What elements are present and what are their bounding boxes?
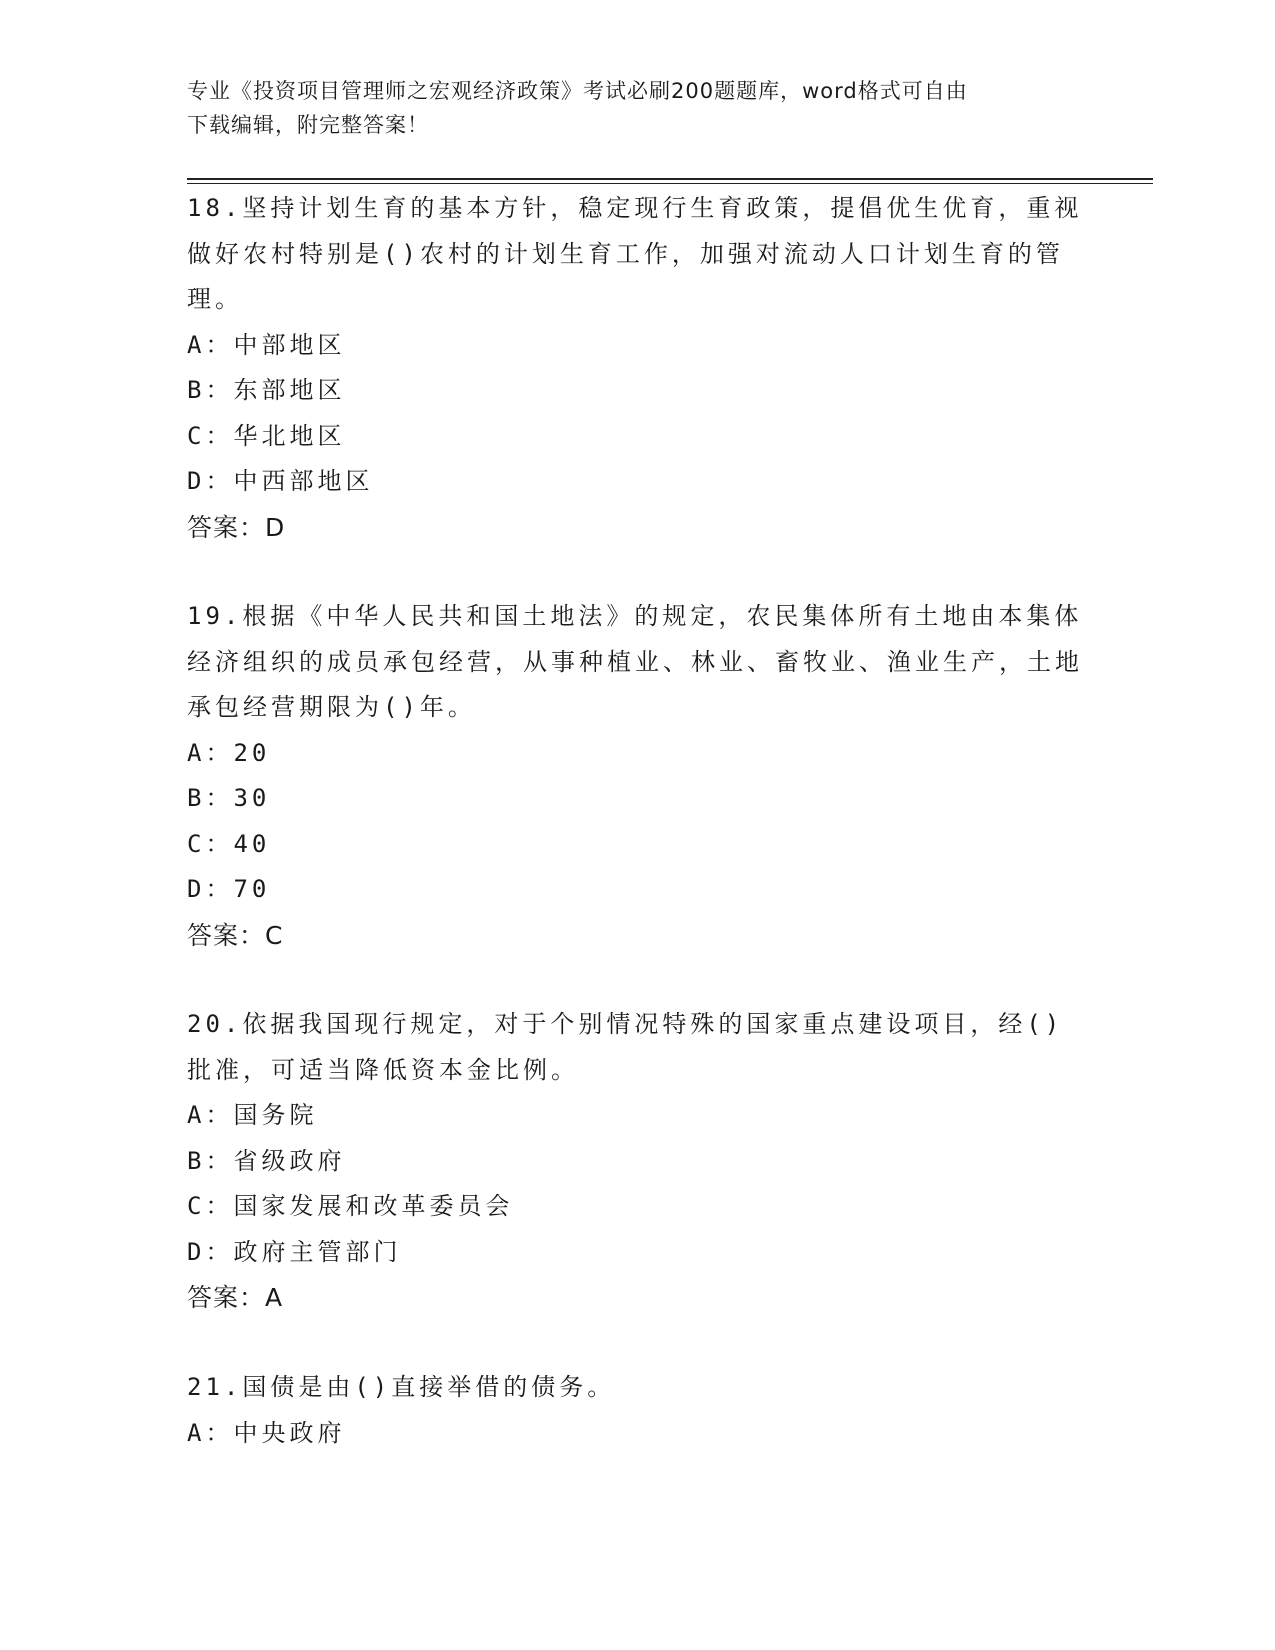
question-20 <box>187 1002 1087 1321</box>
document-header <box>187 74 1087 142</box>
option-b: B：东部地区 <box>187 376 346 404</box>
option-d: D：70 <box>187 875 271 903</box>
option-b: B：30 <box>187 784 271 812</box>
option-c: C：华北地区 <box>187 421 346 450</box>
option-b: B：省级政府 <box>187 1146 346 1175</box>
header-line-1: 专业《投资项目管理师之宏观经济政策》考试必刷200题题库，word格式可自由 <box>187 79 968 103</box>
question-stem: 20.依据我国现行规定，对于个别情况特殊的国家重点建设项目，经()批准，可适当降低资本金比例。 <box>187 1010 1064 1084</box>
option-a: A：国务院 <box>187 1101 318 1129</box>
option-c: C：40 <box>187 829 271 858</box>
question-stem: 21.国债是由()直接举借的债务。 <box>187 1373 616 1401</box>
question-19 <box>187 594 1087 959</box>
option-d: D：中西部地区 <box>187 467 374 495</box>
question-stem: 19.根据《中华人民共和国土地法》的规定，农民集体所有土地由本集体经济组织的成员承包经营，从事种植业、林业、畜牧业、渔业生产，土地承包经营期限为()年。 <box>187 602 1083 721</box>
answer: 答案：C <box>187 920 284 950</box>
answer: 答案：D <box>187 512 286 542</box>
option-a: A：20 <box>187 738 271 767</box>
header-line-2: 下载编辑，附完整答案！ <box>187 113 429 137</box>
option-a: A：中部地区 <box>187 330 346 359</box>
question-stem: 18.坚持计划生育的基本方针，稳定现行生育政策，提倡优生优育，重视做好农村特别是()农村的计划生育工作，加强对流动人口计划生育的管理。 <box>187 194 1083 313</box>
option-a: A：中央政府 <box>187 1418 346 1447</box>
question-21 <box>187 1365 1087 1456</box>
header-divider <box>187 178 1153 184</box>
option-c: C：国家发展和改革委员会 <box>187 1192 514 1220</box>
answer: 答案：A <box>187 1283 284 1312</box>
option-d: D：政府主管部门 <box>187 1237 402 1266</box>
question-18 <box>187 186 1087 551</box>
